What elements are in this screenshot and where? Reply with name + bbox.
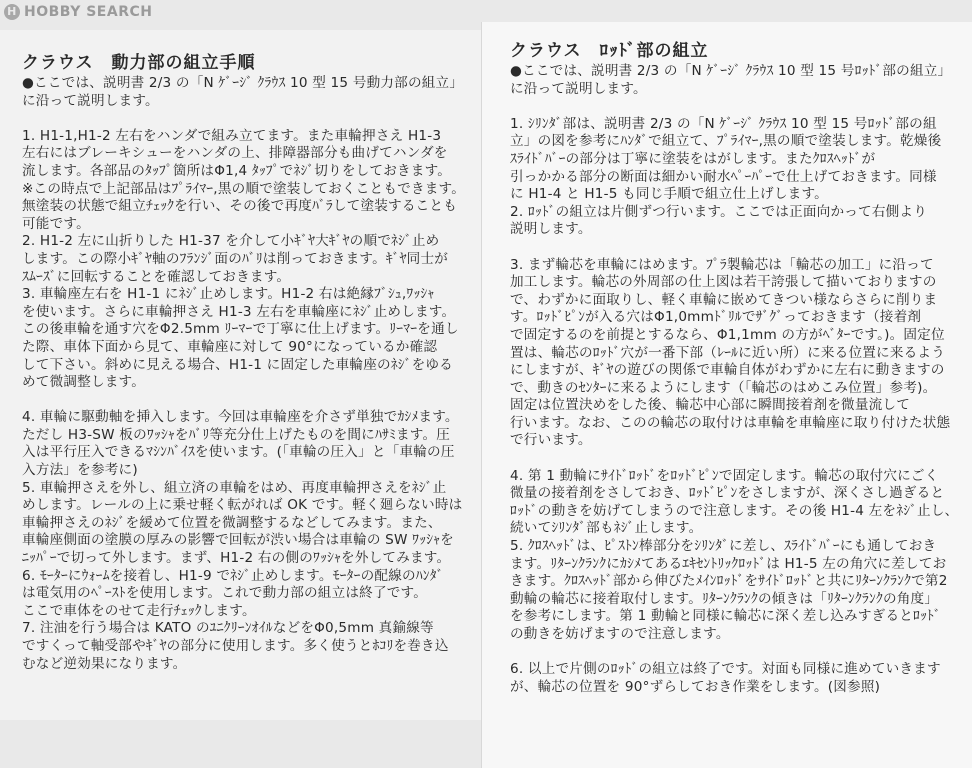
text-line: 4. 第 1 動輪にｻｲﾄﾞﾛｯﾄﾞをﾛｯﾄﾞﾋﾟﾝで固定します。輪芯の取付穴にごく [510,467,939,484]
text-line: 2. H1-2 左に山折りした H1-37 を介して小ｷﾞﾔ大ｷﾞﾔの順でﾈｼﾞ止め [22,233,440,250]
text-line: 立」の図を参考にﾊﾝﾀﾞで組立て、ﾌﾟﾗｲﾏｰ,黒の順で塗装します。乾燥後 [510,133,942,150]
left-paragraphs [22,128,482,673]
text-line: が、輪芯の位置を 90°ずらしておき作業をします。(図参照) [510,678,881,695]
text-line: この後車輪を通す穴をΦ2.5mm ﾘｰﾏｰで丁寧に仕上げます。ﾘｰﾏｰを通し [22,321,459,338]
text-line: 5. 車輪押さえを外し、組立済の車輪をはめ、再度車輪押さえをﾈｼﾞ止 [22,479,447,496]
instruction-paragraph [22,128,482,234]
right-paragraphs [510,98,962,696]
text-line: で行います。 [510,432,592,449]
text-line: ※この時点で上記部品はﾌﾟﾗｲﾏｰ,黒の順で塗装しておくこともできます。 [22,180,466,197]
instruction-paragraph [22,480,482,568]
text-line: むなど逆効果になります。 [22,655,187,672]
text-line: ﾛｯﾄﾞの動きを妨げてしまうので注意します。その後 H1-4 左をﾈｼﾞ止し、 [510,502,959,519]
text-line: ここで車体をのせて走行ﾁｪｯｸします。 [22,602,256,619]
text-line: 6. 以上で片側のﾛｯﾄﾞの組立は終了です。対面も同様に進めていきます [510,661,941,678]
text-line: で、動きのｾﾝﾀｰに来るようにします（「輪芯のはめこみ位置」参考)。 [510,379,937,396]
text-line: 1. ｼﾘﾝﾀﾞ部は、説明書 2/3 の「N ｹﾞｰｼﾞ ｸﾗｳｽ 10 型 15 号ﾛｯﾄﾞ部の組 [510,115,937,132]
text-line: ｽﾑｰｽﾞに回転することを確認しておきます。 [22,268,291,285]
hobby-search-logo-icon: H [4,4,20,20]
text-line: ます。ﾘﾀｰﾝｸﾗﾝｸにｶｼﾒてあるｴｷｾﾝﾄﾘｯｸﾛｯﾄﾞは H1-5 左の角穴に差してお [510,555,947,572]
text-line: 無塗装の状態で組立ﾁｪｯｸを行い、その後で再度ﾊﾞﾗして塗装することも [22,198,458,215]
instruction-paragraph [510,116,962,204]
text-line: ﾆｯﾊﾟｰで切って外します。まず、H1-2 右の側のﾜｯｼｬを外してみます。 [22,550,451,567]
instruction-paragraph [22,620,482,673]
text-line: に沿って説明します。 [22,92,159,109]
text-line: 車輪座側面の塗膜の厚みの影響で回転が渋い場合は車輪の SW ﾜｯｼｬを [22,532,454,549]
text-line: 3. まず輪芯を車輪にはめます。ﾌﾟﾗ製輪芯は「輪芯の加工」に沿って [510,256,934,273]
text-line: して下さい。斜めに見える場合、H1-1 に固定した車輪座のﾈｼﾞをゆる [22,356,453,373]
text-line: 続いてｼﾘﾝﾀﾞ部もﾈｼﾞ止します。 [510,520,703,537]
instruction-paragraph [510,661,962,696]
text-line: に沿って説明します。 [510,80,647,97]
text-line: します。この際小ｷﾞﾔ軸のﾌﾗﾝｼﾞ面のﾊﾞﾘは削っておきます。ｷﾞﾔ同士が [22,250,449,267]
hobby-search-watermark [4,4,152,20]
text-line: 1. H1-1,H1-2 左右をハンダで組み立てます。また車輪押さえ H1-3 [22,127,442,144]
text-line: 流します。各部品のﾀｯﾌﾟ箇所はΦ1,4 ﾀｯﾌﾟでﾈｼﾞ切りをしておきます。 [22,162,452,179]
text-line: た際、車体下面から見て、車輪座に対して 90°になっているか確認 [22,338,438,355]
text-line: 車輪押さえのﾈｼﾞを緩めて位置を微調整するなどしてみます。また、 [22,514,442,531]
text-line: 7. 注油を行う場合は KATO のﾕﾆｸﾘｰﾝｵｲﾙなどをΦ0,5mm 真鍮線等 [22,620,434,637]
right-page-title: クラウス ﾛｯﾄﾞ部の組立 [510,41,709,61]
text-line: ●ここでは、説明書 2/3 の「N ｹﾞｰｼﾞ ｸﾗｳｽ 10 型 15 号動力部の組立」 [22,75,464,91]
text-line: ただし H3-SW 板のﾜｯｼｬをﾊﾞﾘ等充分仕上げたものを間にﾊｻﾐます。圧 [22,426,451,443]
text-line: 入は平行圧入できるﾏｼﾝﾊﾞｲｽを使います。(「車輪の圧入」と「車輪の圧 [22,444,455,461]
instruction-paragraph [22,233,482,286]
text-line: 固定は位置決めをした後、輪芯中心部に瞬間接着剤を微量流して [510,397,911,414]
text-line: を使います。さらに車輪押さえ H1-3 左右を車輪座にﾈｼﾞ止めします。 [22,303,456,320]
text-line: 2. ﾛｯﾄﾞの組立は片側ずつ行います。ここでは正面向かって右側より [510,203,928,220]
instruction-paragraph [510,468,962,538]
right-page-rod-unit [482,22,972,768]
text-line: 4. 車輪に駆動軸を挿入します。今回は車輪座を介さず単独でｶｼﾒます。 [22,409,459,426]
instruction-paragraph [22,409,482,479]
instruction-paragraph [22,286,482,392]
text-line: 3. 車輪座左右を H1-1 にﾈｼﾞ止めします。H1-2 右は絶縁ﾌﾞｼｭ,ﾜｯｼｬ [22,286,435,303]
instruction-paragraph [510,538,962,644]
text-line: 可能です。 [22,215,90,232]
left-intro [22,75,482,110]
text-line: ですくって軸受部やｷﾞﾔの部分に使用します。多く使うとﾎｺﾘを巻き込 [22,638,449,654]
text-line: にしますが、ｷﾞﾔの遊びの関係で車輪自体がわずかに左右に動きますの [510,362,945,379]
text-line: きます。ｸﾛｽﾍｯﾄﾞ部から伸びたﾒｲﾝﾛｯﾄﾞをｻｲﾄﾞﾛｯﾄﾞと共にﾘﾀｰﾝｸﾗﾝｸで第2 [510,573,948,590]
text-line: めて微調整します。 [22,374,146,391]
text-line: 入方法」を参考に) [22,462,138,479]
left-page-title: クラウス 動力部の組立手順 [22,53,256,73]
left-page-power-unit [0,30,494,720]
text-line: ｽﾗｲﾄﾞﾊﾞｰの部分は丁寧に塗装をはがします。またｸﾛｽﾍｯﾄﾞが [510,150,876,167]
text-line: めします。レールの上に乗せ軽く転がれば OK です。軽く廻らない時は [22,497,463,514]
text-line: は電気用のﾍﾟｰｽﾄを使用します。これで動力部の組立は終了です。 [22,585,428,602]
text-line: の動きを妨げますので注意します。 [510,626,730,642]
right-intro [510,63,962,98]
text-line: 左右にはブレーキシューをハンダの上、排障器部分も曲げてハンダを [22,145,448,162]
text-line: 説明します。 [510,221,592,238]
instruction-paragraph [22,568,482,621]
text-line: 動輪の輪芯に接着取付します。ﾘﾀｰﾝｸﾗﾝｸの傾きは「ﾘﾀｰﾝｸﾗﾝｸの角度」 [510,590,939,607]
text-line: を参考にします。第 1 動輪と同様に輪芯に深く差し込みすぎるとﾛｯﾄﾞ [510,608,941,625]
text-line: 6. ﾓｰﾀｰにｳｫｰﾑを接着し、H1-9 でﾈｼﾞ止めします。ﾓｰﾀｰの配線のﾊﾝﾀﾞ [22,567,444,584]
text-line: 加工します。輪芯の外周部の仕上図は若干誇張して描いておりますの [510,274,937,291]
text-line: 引っかかる部分の断面は細かい耐水ﾍﾟｰﾊﾟｰで仕上げておきます。同様 [510,168,937,185]
text-line: で、わずかに面取りし、軽く車輪に嵌めてきつい様ならさらに削りま [510,291,938,308]
instruction-paragraph [510,257,962,451]
text-line: 行います。なお、このの輪芯の取付けは車輪を車輪座に取り付けた状態 [510,414,951,431]
text-line: に H1-4 と H1-5 も同じ手順で組立仕上げします。 [510,186,828,203]
text-line: 微量の接着剤をさしておき、ﾛｯﾄﾞﾋﾟﾝをさしますが、深くさし過ぎると [510,485,945,502]
text-line: で固定するのを前提とするなら、Φ1,1mm の方がﾍﾞﾀｰです。)。固定位 [510,326,945,343]
watermark-text: HOBBY SEARCH [24,4,153,20]
text-line: す。ﾛｯﾄﾞﾋﾟﾝが入る穴はΦ1,0mmﾄﾞﾘﾙでｻﾞｸﾞっておきます（接着剤 [510,309,922,326]
text-line: 置は、輪芯のﾛｯﾄﾞ穴が一番下部（ﾚｰﾙに近い所）に来る位置に来るよう [510,344,946,361]
text-line: ●ここでは、説明書 2/3 の「N ｹﾞｰｼﾞ ｸﾗｳｽ 10 型 15 号ﾛｯﾄﾞ部の組立」 [510,63,952,79]
instruction-paragraph [510,204,962,239]
text-line: 5. ｸﾛｽﾍｯﾄﾞは、ﾋﾟｽﾄﾝ棒部分をｼﾘﾝﾀﾞに差し、ｽﾗｲﾄﾞﾊﾞｰにも通しておき [510,538,937,555]
